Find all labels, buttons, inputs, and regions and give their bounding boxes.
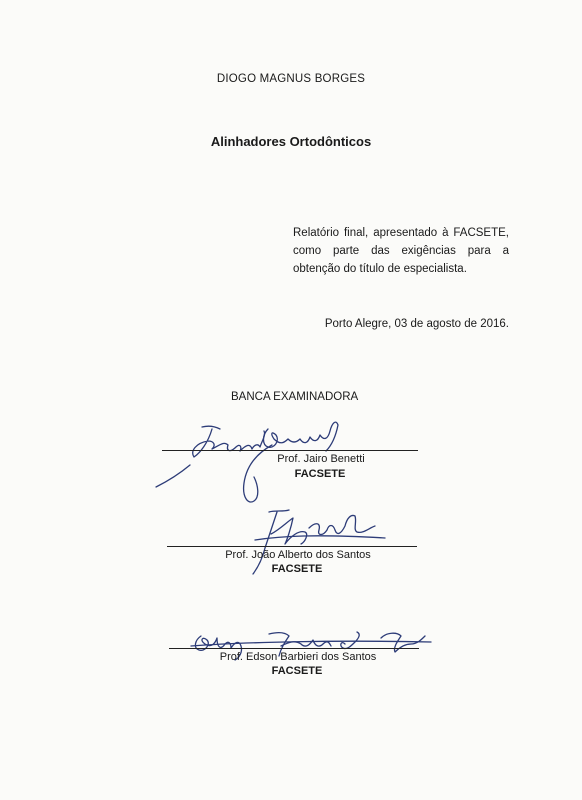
report-line: Relatório final, apresentado à FACSETE, xyxy=(293,227,509,239)
examiner-3-name: Prof. Edson Barbieri dos Santos xyxy=(219,651,377,663)
place-date: Porto Alegre, 03 de agosto de 2016. xyxy=(324,318,509,330)
signature-line-2 xyxy=(167,546,417,547)
examiner-2-name: Prof. João Alberto dos Santos xyxy=(225,549,371,561)
examiner-3-institution: FACSETE xyxy=(271,665,323,677)
examiner-1-name: Prof. Jairo Benetti xyxy=(277,453,365,465)
document-title: Alinhadores Ortodônticos xyxy=(210,134,372,149)
committee-heading: BANCA EXAMINADORA xyxy=(231,391,359,403)
author-name: DIOGO MAGNUS BORGES xyxy=(216,73,366,85)
report-line: como parte das exigências para a xyxy=(293,245,509,257)
signature-2 xyxy=(225,500,395,590)
report-description xyxy=(293,224,509,278)
examiner-2-institution: FACSETE xyxy=(271,563,323,575)
examiner-1-institution: FACSETE xyxy=(294,468,346,480)
signature-line-1 xyxy=(162,450,418,451)
signature-line-3 xyxy=(169,648,419,649)
report-line: obtenção do título de especialista. xyxy=(293,263,467,275)
